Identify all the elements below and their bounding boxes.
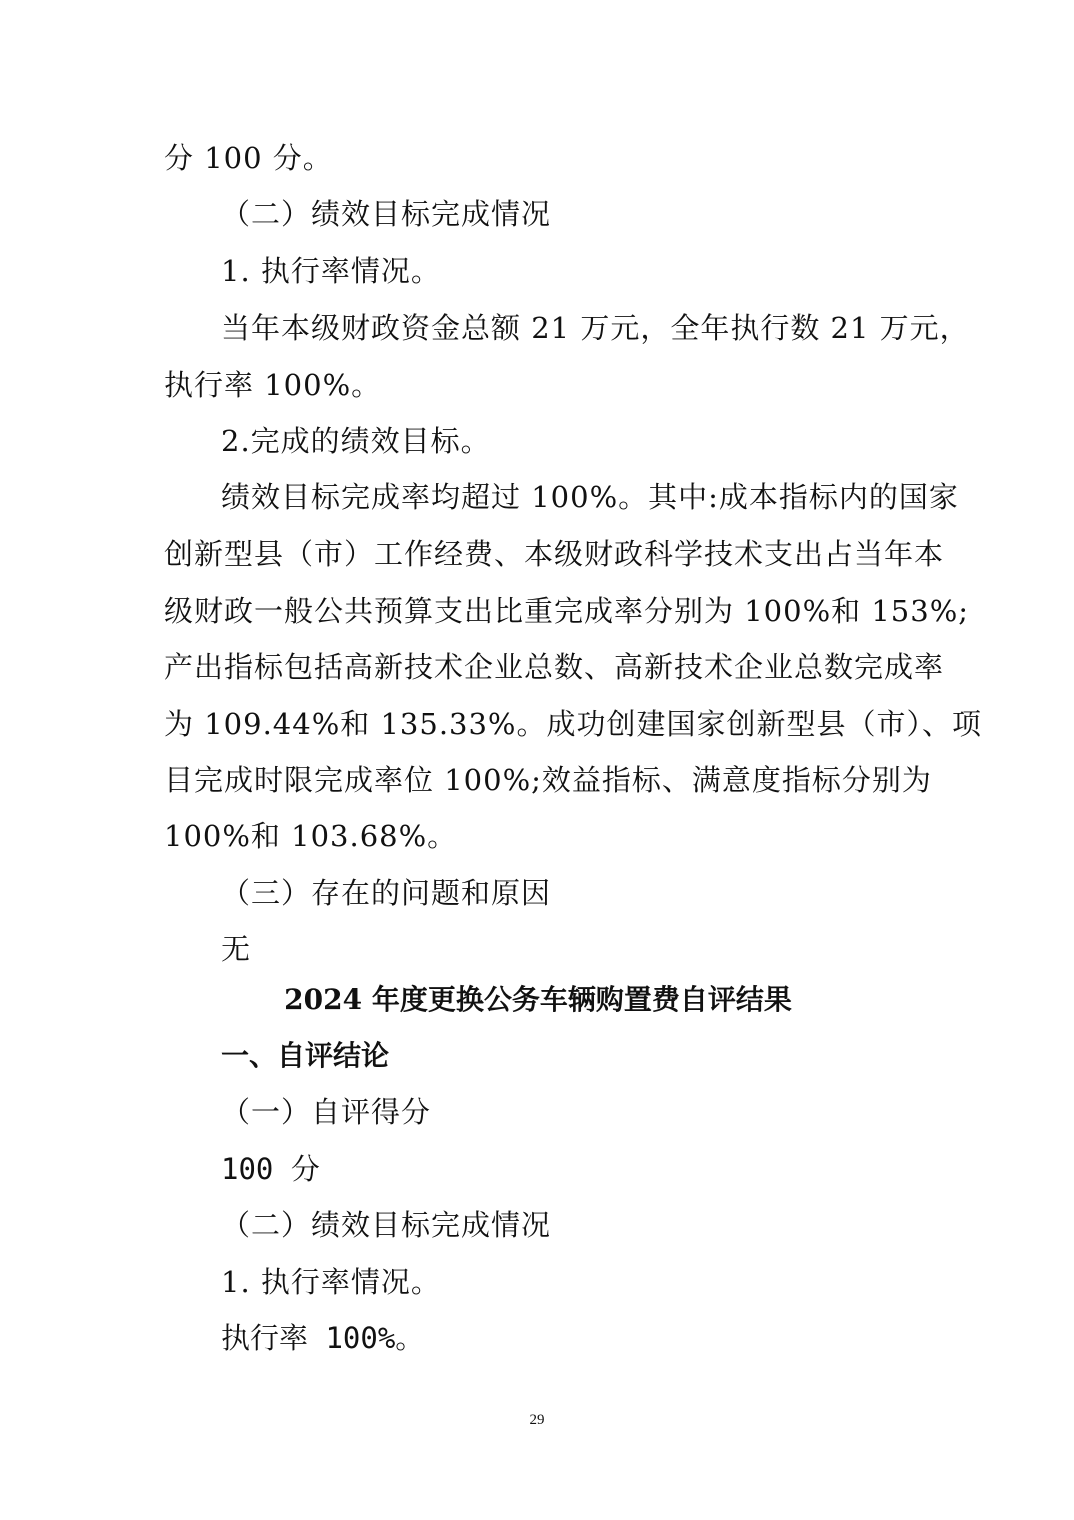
execution-rate-heading: 1. 执行率情况。 (221, 254, 441, 288)
problems-heading: （三）存在的问题和原因 (221, 876, 552, 910)
section2-goal-heading: （二）绩效目标完成情况 (221, 1208, 552, 1242)
section2-execution-heading: 1. 执行率情况。 (221, 1265, 441, 1299)
score-heading: （一）自评得分 (221, 1095, 432, 1129)
score-tail-text: 分 100 分。 (164, 141, 333, 175)
achieved-paragraph-line-6: 目完成时限完成率位 100%;效益指标、满意度指标分别为 (164, 763, 932, 797)
problems-text: 无 (221, 932, 252, 966)
execution-paragraph-line-1: 当年本级财政资金总额 21 万元，全年执行数 21 万元， (221, 311, 970, 345)
section2-execution-text: 执行率 100%。 (221, 1321, 425, 1355)
achieved-paragraph-line-3: 级财政一般公共预算支出比重完成率分别为 100%和 153%; (164, 594, 970, 628)
achieved-paragraph-line-1: 绩效目标完成率均超过 100%。其中:成本指标内的国家 (221, 480, 959, 514)
section-title: 2024 年度更换公务车辆购置费自评结果 (284, 983, 792, 1016)
score-value: 100 分 (221, 1152, 320, 1186)
achieved-paragraph-line-4: 产出指标包括高新技术企业总数、高新技术企业总数完成率 (164, 650, 945, 684)
achieved-paragraph-line-2: 创新型县（市）工作经费、本级财政科学技术支出占当年本 (164, 537, 945, 571)
execution-paragraph-line-2: 执行率 100%。 (164, 368, 382, 402)
achieved-paragraph-line-7: 100%和 103.68%。 (164, 819, 458, 853)
conclusion-heading: 一、自评结论 (221, 1039, 390, 1072)
page-number: 29 (529, 1412, 545, 1428)
achieved-goals-heading: 2.完成的绩效目标。 (221, 424, 491, 458)
achieved-paragraph-line-5: 为 109.44%和 135.33%。成功创建国家创新型县（市）、项 (164, 707, 982, 741)
goal-completion-heading: （二）绩效目标完成情况 (221, 197, 552, 231)
